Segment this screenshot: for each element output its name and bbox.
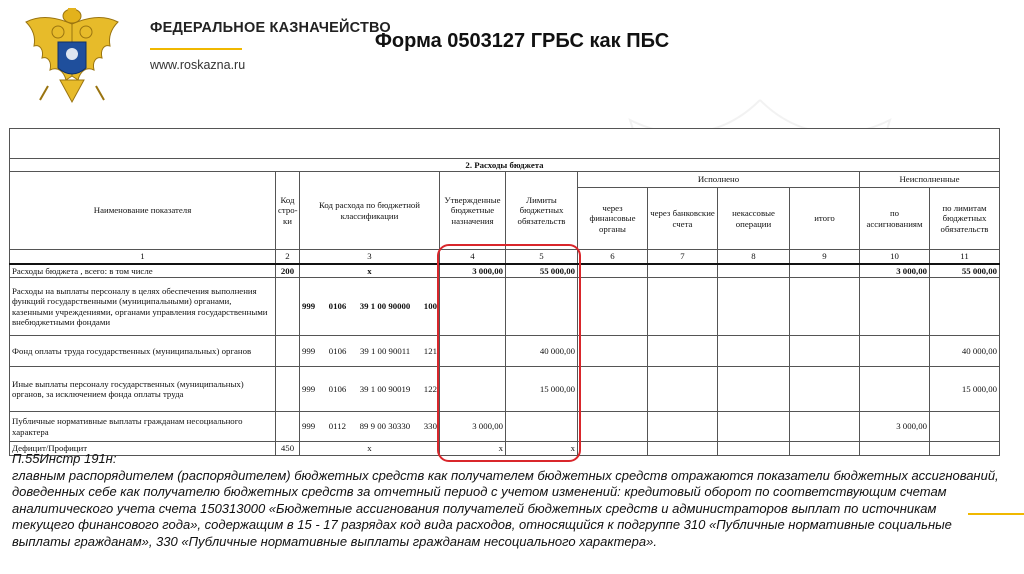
table-top-row <box>10 129 1000 159</box>
row-line-code <box>276 367 300 412</box>
row-limits: 40 000,00 <box>506 336 578 367</box>
row-exec-noncash <box>718 336 790 367</box>
header-unexec-assign: по ассигнованиям <box>860 188 930 250</box>
col-number: 5 <box>506 250 578 264</box>
org-url: www.roskazna.ru <box>150 58 246 72</box>
code-part: 89 9 00 30330 <box>359 421 411 432</box>
row-approved <box>440 336 506 367</box>
header-unexecuted: Неисполненные <box>860 172 1000 188</box>
col-number: 6 <box>578 250 648 264</box>
row-exec-noncash <box>718 412 790 442</box>
header-name: Наименование показателя <box>10 172 276 250</box>
instruction-note <box>12 451 1002 550</box>
expenses-table <box>9 128 1000 456</box>
section-title: 2. Расходы бюджета <box>10 159 1000 172</box>
row-approved: 3 000,00 <box>440 412 506 442</box>
row-exec-total <box>790 278 860 336</box>
row-line-code: 450 <box>276 442 300 456</box>
row-exec-fin-organs <box>578 367 648 412</box>
col-number: 9 <box>790 250 860 264</box>
row-approved <box>440 367 506 412</box>
row-limits: 55 000,00 <box>506 264 578 278</box>
row-exec-bank <box>648 264 718 278</box>
row-exec-fin-organs <box>578 412 648 442</box>
code-part: 0112 <box>328 421 347 432</box>
table-row <box>10 264 1000 278</box>
code-part: 999 <box>302 301 316 312</box>
row-budget-code: х <box>300 264 440 278</box>
row-line-code <box>276 412 300 442</box>
row-exec-fin-organs <box>578 278 648 336</box>
note-text: главным распорядителем (распорядителем) бюджетных средств как получателем бюджетных средств отражаются показатели бюджетных ассигнований, доведенных себе как получателю бюджетных средств за отчетный период с учетом изменений: кредитовый оборот по соответствующим счетам аналитического учета счета 150313000 «Бюджетные ассигнования получателей бюджетных средств и администраторов выплат по источникам текущего финансового года», содержащим в 15 - 17 разрядах код вида расходов, относящийся к подгруппе 310 «Публичные нормативные социальные выплаты гражданам», 330 «Публичные нормативные выплаты гражданам несоциального характера». <box>12 467 999 549</box>
row-limits <box>506 278 578 336</box>
row-exec-total <box>790 264 860 278</box>
code-part: 121 <box>423 345 437 356</box>
header-limits: Лимиты бюджетных обязательств <box>506 172 578 250</box>
row-budget-code <box>300 367 440 412</box>
row-exec-bank <box>648 336 718 367</box>
row-line-code: 200 <box>276 264 300 278</box>
header-row-1 <box>10 172 1000 188</box>
row-exec-bank <box>648 412 718 442</box>
row-exec-noncash <box>718 367 790 412</box>
row-budget-code <box>300 336 440 367</box>
org-name: ФЕДЕРАЛЬНОЕ КАЗНАЧЕЙСТВО <box>150 20 391 36</box>
row-approved: х <box>440 442 506 456</box>
page-title: Форма 0503127 ГРБС как ПБС <box>374 30 670 52</box>
table-row <box>10 412 1000 442</box>
code-part: 122 <box>423 383 437 394</box>
code-part: 39 1 00 90000 <box>359 301 411 312</box>
row-name: Иные выплаты персоналу государственных (муниципальных) органов, за исключением фонда оплаты труда <box>10 367 276 412</box>
row-line-code <box>276 278 300 336</box>
col-number: 3 <box>300 250 440 264</box>
col-number: 11 <box>930 250 1000 264</box>
row-unexec-assign: 3 000,00 <box>860 264 930 278</box>
row-name: Расходы бюджета , всего: в том числе <box>10 264 276 278</box>
header-exec-bank: через банковские счета <box>648 188 718 250</box>
row-exec-fin-organs <box>578 336 648 367</box>
code-part: 999 <box>302 383 316 394</box>
header-exec-fin-organs: через финансовые органы <box>578 188 648 250</box>
header-line-code: Код стро-ки <box>276 172 300 250</box>
row-budget-code <box>300 278 440 336</box>
header-unexec-limits: по лимитам бюджетных обязательств <box>930 188 1000 250</box>
header-exec-noncash: некассовые операции <box>718 188 790 250</box>
row-exec-total <box>790 367 860 412</box>
row-approved: 3 000,00 <box>440 264 506 278</box>
code-part: 0106 <box>328 345 347 356</box>
row-limits <box>506 412 578 442</box>
header-approved: Утвержденные бюджетные назначения <box>440 172 506 250</box>
row-exec-bank <box>648 278 718 336</box>
code-part: 39 1 00 90019 <box>359 383 411 394</box>
row-unexec-limits <box>930 278 1000 336</box>
column-numbers-row <box>10 250 1000 264</box>
code-part: 0106 <box>328 301 347 312</box>
note-heading: П.55Инстр 191н: <box>12 451 117 466</box>
row-unexec-limits <box>930 412 1000 442</box>
row-limits: х <box>506 442 578 456</box>
code-part: 100 <box>423 301 437 312</box>
double-headed-eagle-emblem-icon <box>18 6 126 110</box>
row-name: Расходы на выплаты персоналу в целях обеспечения выполнения функций государственными (муниципальными) органами, казенными учреждениями, органами управления государственными внебюджетными фондами <box>10 278 276 336</box>
header-budget-code: Код расхода по бюджетной классификации <box>300 172 440 250</box>
row-approved <box>440 278 506 336</box>
col-number: 10 <box>860 250 930 264</box>
row-name: Публичные нормативные выплаты гражданам несоциального характера <box>10 412 276 442</box>
code-part: 330 <box>423 421 437 432</box>
code-part: 39 1 00 90011 <box>359 345 411 356</box>
row-name: Дефицит/Профицит <box>10 442 276 456</box>
row-unexec-limits: 55 000,00 <box>930 264 1000 278</box>
section-title-row <box>10 159 1000 172</box>
col-number: 8 <box>718 250 790 264</box>
table-row <box>10 278 1000 336</box>
header-exec-total: итого <box>790 188 860 250</box>
row-exec-fin-organs <box>578 264 648 278</box>
row-name: Фонд оплаты труда государственных (муниципальных) органов <box>10 336 276 367</box>
row-unexec-assign <box>860 367 930 412</box>
col-number: 7 <box>648 250 718 264</box>
row-unexec-limits: 40 000,00 <box>930 336 1000 367</box>
header-executed: Исполнено <box>578 172 860 188</box>
table-row <box>10 367 1000 412</box>
row-unexec-assign: 3 000,00 <box>860 412 930 442</box>
code-part: 0106 <box>328 383 347 394</box>
row-limits: 15 000,00 <box>506 367 578 412</box>
row-exec-noncash <box>718 278 790 336</box>
row-exec-total <box>790 336 860 367</box>
row-budget-code: х <box>300 442 440 456</box>
row-unexec-assign <box>860 336 930 367</box>
row-budget-code <box>300 412 440 442</box>
accent-line <box>968 513 1024 515</box>
row-unexec-limits: 15 000,00 <box>930 367 1000 412</box>
code-part: 999 <box>302 421 316 432</box>
table-row <box>10 336 1000 367</box>
row-line-code <box>276 336 300 367</box>
col-number: 1 <box>10 250 276 264</box>
row-exec-noncash <box>718 264 790 278</box>
row-unexec-assign <box>860 278 930 336</box>
row-exec-bank <box>648 367 718 412</box>
row-exec-total <box>790 412 860 442</box>
col-number: 2 <box>276 250 300 264</box>
col-number: 4 <box>440 250 506 264</box>
code-part: 999 <box>302 345 316 356</box>
